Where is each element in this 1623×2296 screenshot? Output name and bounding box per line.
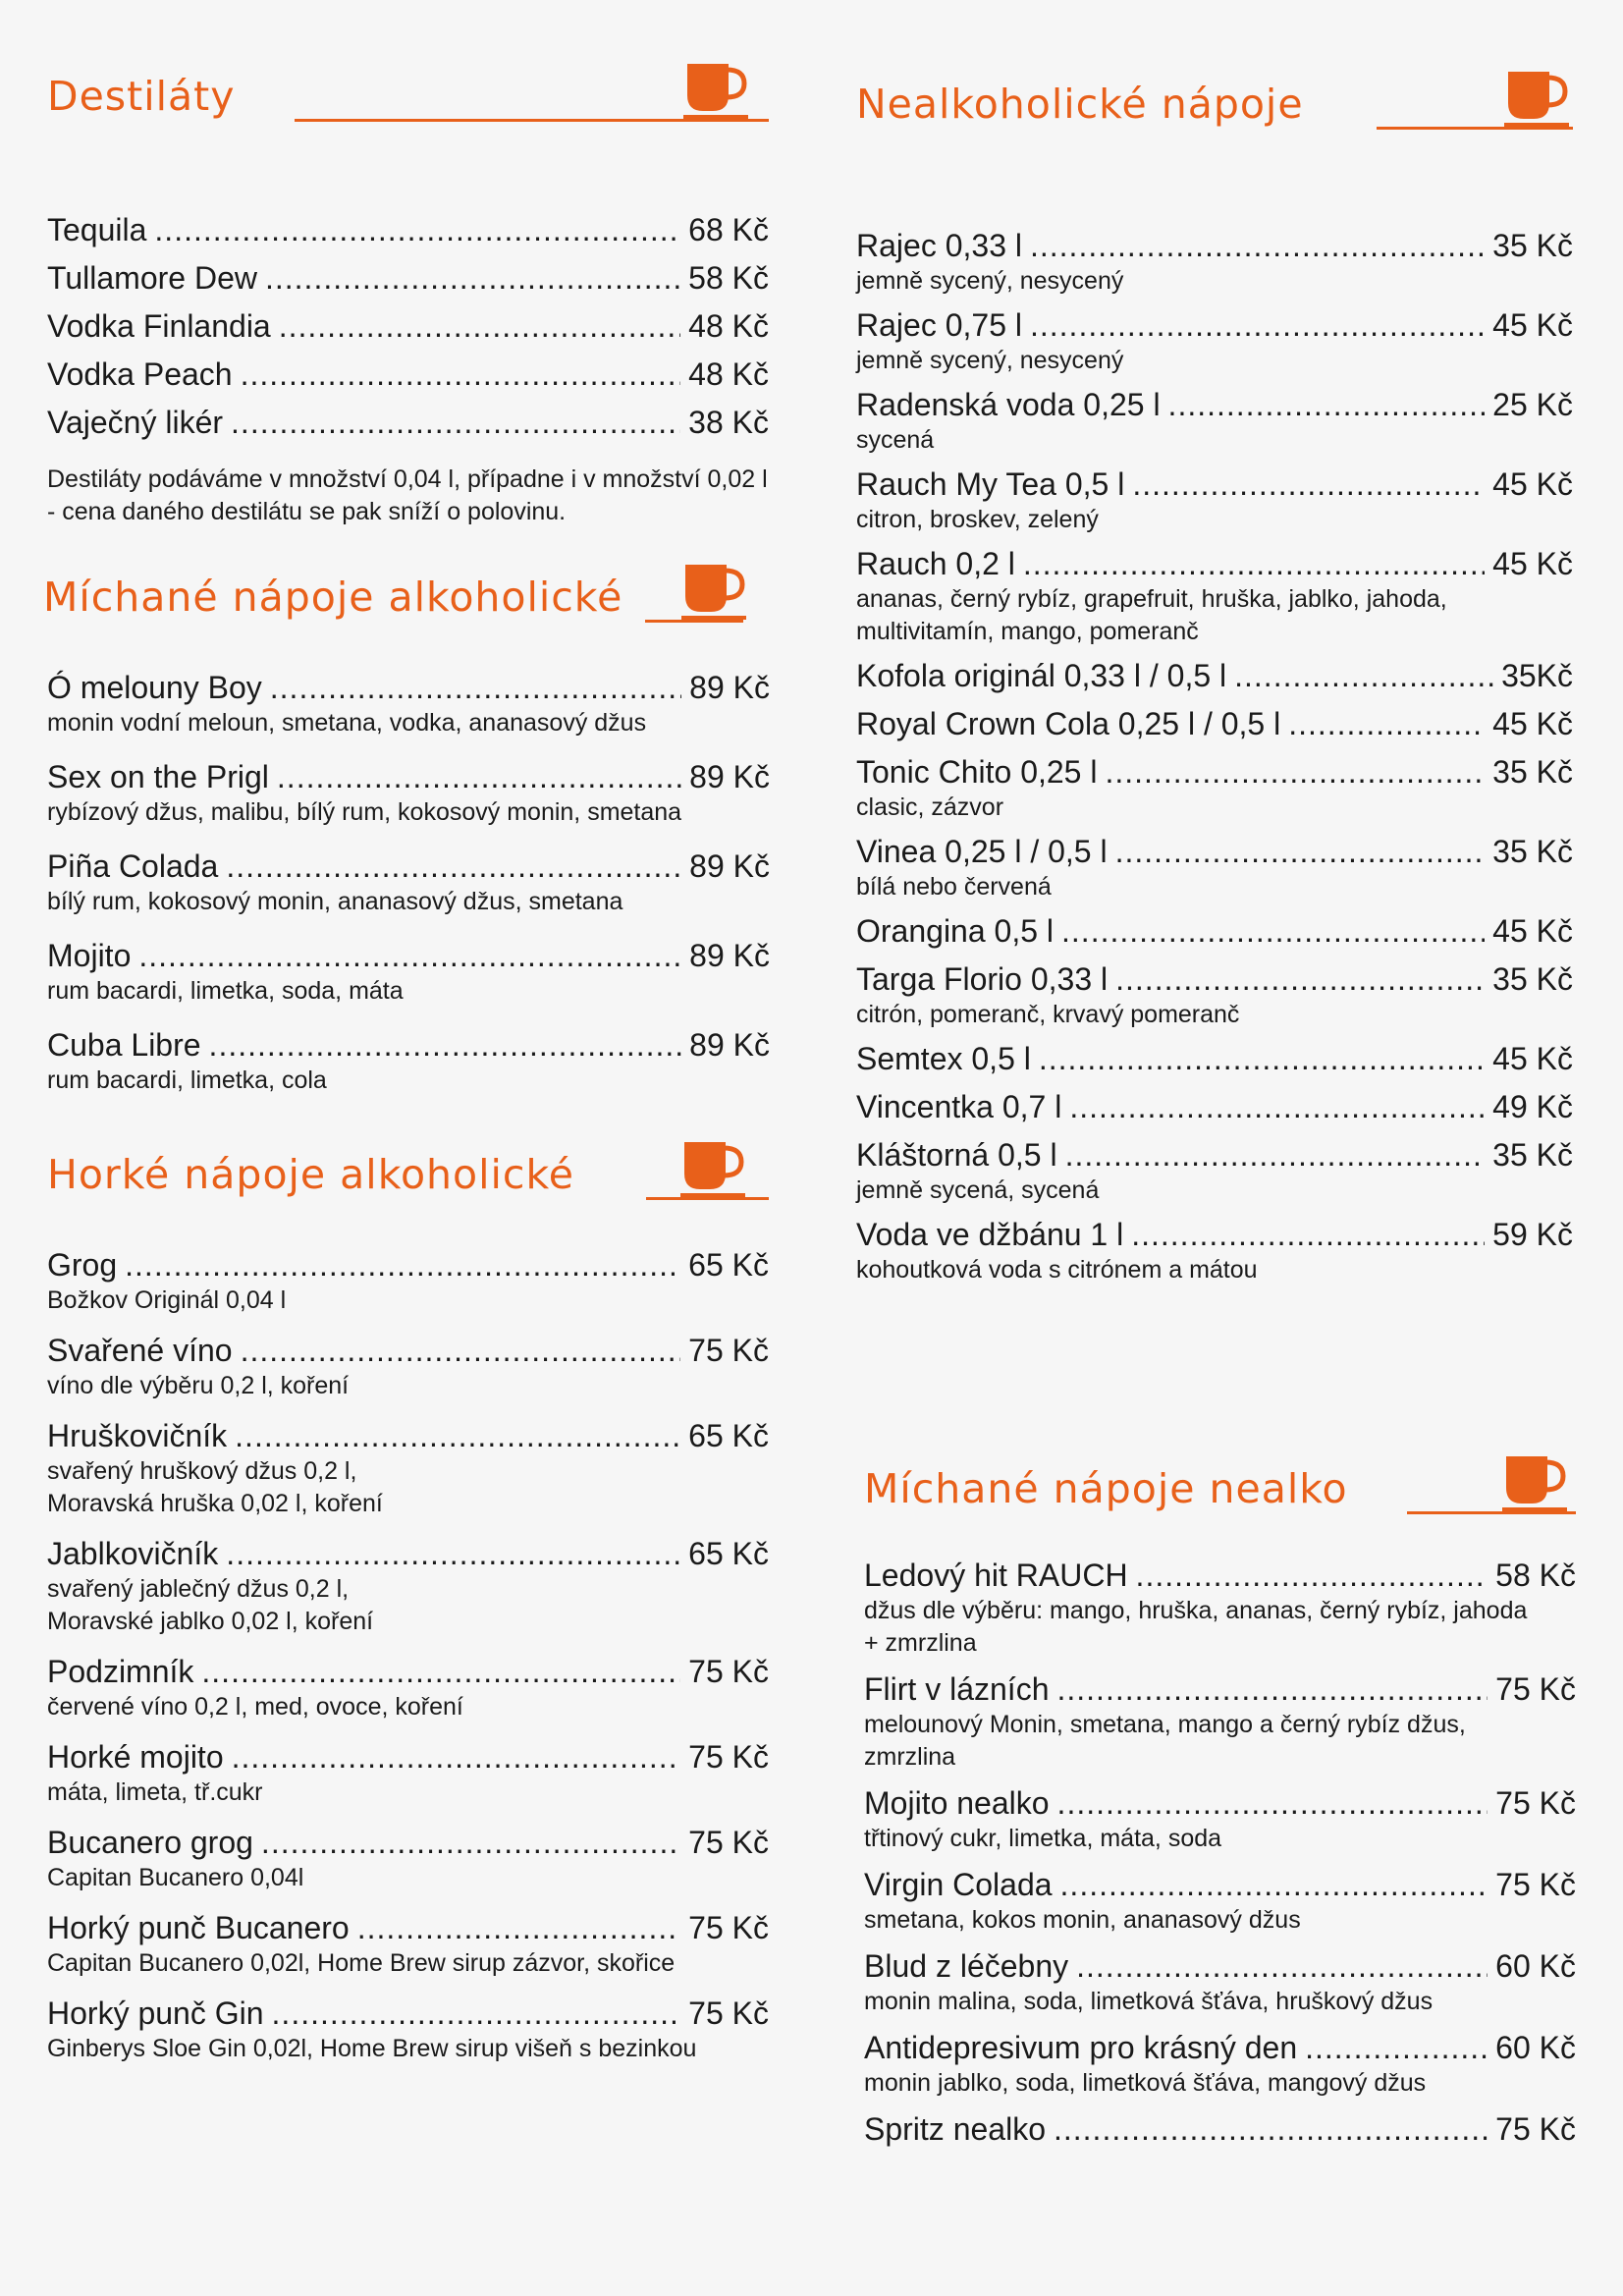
- menu-item-name: Vinea 0,25 l / 0,5 l: [856, 834, 1108, 869]
- menu-item: [856, 1135, 1573, 1207]
- menu-item-price: 35 Kč: [1492, 1137, 1573, 1173]
- menu-item-name: Vaječný likér: [47, 405, 224, 440]
- menu-item-price: 35 Kč: [1492, 834, 1573, 869]
- menu-item-description: víno dle výběru 0,2 l, koření: [47, 1372, 350, 1399]
- menu-item-description: monin malina, soda, limetková šťáva, hruškový džus: [864, 1988, 1434, 2015]
- menu-item-price: 75 Kč: [1495, 1671, 1576, 1707]
- menu-item-name: Spritz nealko: [864, 2111, 1046, 2147]
- menu-item-price: 45 Kč: [1492, 546, 1573, 581]
- menu-item-row: [47, 1025, 770, 1065]
- menu-item-name: Mojito: [47, 938, 132, 973]
- menu-item-price: 89 Kč: [689, 759, 770, 794]
- menu-item-description: clasic, zázvor: [856, 793, 1004, 821]
- dot-leader: [1039, 1039, 1485, 1078]
- menu-item-description: rybízový džus, malibu, bílý rum, kokosový monin, smetana: [47, 798, 682, 826]
- menu-item-description: třtinový cukr, limetka, máta, soda: [864, 1825, 1222, 1852]
- dot-leader: [1131, 1215, 1485, 1254]
- menu-item-name: Jablkovičník: [47, 1536, 219, 1571]
- dot-leader: [357, 1908, 680, 1947]
- dot-leader: [1115, 959, 1485, 999]
- menu-item-name: Rauch My Tea 0,5 l: [856, 466, 1125, 502]
- menu-item-description: citron, broskev, zelený: [856, 506, 1099, 533]
- coffee-cup-icon: [680, 1138, 745, 1199]
- menu-item-price: 48 Kč: [688, 308, 769, 344]
- menu-item: [864, 1669, 1576, 1774]
- dot-leader: [1054, 2109, 1488, 2149]
- menu-item: [856, 1039, 1573, 1078]
- menu-item: [864, 1783, 1576, 1855]
- menu-item: [864, 2109, 1576, 2149]
- menu-item-name: Tequila: [47, 212, 147, 247]
- menu-item-name: Orangina 0,5 l: [856, 913, 1055, 949]
- menu-item-row: [47, 1245, 769, 1285]
- menu-item: [47, 1245, 769, 1317]
- dot-leader: [1305, 2028, 1488, 2067]
- menu-item-description: rum bacardi, limetka, cola: [47, 1066, 327, 1094]
- menu-item-name: Sex on the Prigl: [47, 759, 269, 794]
- section-header: [856, 57, 1573, 136]
- menu-item-description: jemně sycený, nesycený: [856, 347, 1124, 374]
- menu-item-name: Horký punč Gin: [47, 1995, 264, 2031]
- menu-item-price: 45 Kč: [1492, 307, 1573, 343]
- dot-leader: [241, 1331, 681, 1370]
- menu-item: [856, 832, 1573, 903]
- menu-item-row: [856, 1135, 1573, 1175]
- menu-item: [47, 210, 769, 249]
- dot-leader: [261, 1823, 680, 1862]
- menu-item-price: 89 Kč: [689, 670, 770, 705]
- section-title: Míchané nápoje alkoholické: [43, 574, 623, 621]
- menu-item-name: Svařené víno: [47, 1333, 233, 1368]
- menu-item-price: 60 Kč: [1495, 1948, 1576, 1984]
- menu-item-description: Božkov Originál 0,04 l: [47, 1286, 287, 1314]
- dot-leader: [1168, 385, 1486, 424]
- dot-leader: [279, 306, 680, 346]
- section-title: Nealkoholické nápoje: [856, 81, 1304, 128]
- menu-item: [47, 1416, 769, 1520]
- menu-item-description: Capitan Bucanero 0,02l, Home Brew sirup zázvor, skořice: [47, 1949, 676, 1977]
- menu-item-price: 35 Kč: [1492, 961, 1573, 997]
- menu-item-name: Podzimník: [47, 1654, 194, 1689]
- menu-item-price: 45 Kč: [1492, 1041, 1573, 1076]
- menu-item: [47, 757, 770, 829]
- menu-item-price: 75 Kč: [1495, 1867, 1576, 1902]
- menu-item-description: džus dle výběru: mango, hruška, ananas, černý rybíz, jahoda + zmrzlina: [864, 1597, 1528, 1657]
- menu-item-name: Rauch 0,2 l: [856, 546, 1015, 581]
- menu-item-description: sycená: [856, 426, 935, 454]
- menu-item: [47, 1823, 769, 1894]
- menu-item-description: melounový Monin, smetana, mango a černý rybíz džus, zmrzlina: [864, 1711, 1466, 1771]
- menu-item-name: Bucanero grog: [47, 1825, 253, 1860]
- menu-item-row: [864, 2028, 1576, 2067]
- dot-leader: [232, 1737, 681, 1777]
- menu-item-row: [47, 1737, 769, 1777]
- dot-leader: [138, 936, 681, 975]
- dot-leader: [265, 258, 680, 298]
- dot-leader: [201, 1652, 680, 1691]
- menu-item-name: Blud z léčebny: [864, 1948, 1069, 1984]
- dot-leader: [1234, 656, 1493, 695]
- menu-item-price: 75 Kč: [688, 1654, 769, 1689]
- coffee-cup-icon: [1502, 1452, 1567, 1513]
- menu-item-row: [856, 544, 1573, 583]
- menu-item: [864, 1865, 1576, 1937]
- menu-item-row: [47, 1416, 769, 1455]
- section-note: Destiláty podáváme v množství 0,04 l, případne i v množství 0,02 l - cena daného destilátu se pak sníží o polovinu.: [47, 465, 768, 525]
- section-horke-alkoholicke: [47, 1127, 769, 2079]
- menu-item-name: Kofola originál 0,33 l / 0,5 l: [856, 658, 1227, 693]
- menu-item: [47, 403, 769, 442]
- dot-leader: [226, 847, 681, 886]
- menu-item-row: [47, 1908, 769, 1947]
- menu-item-row: [856, 832, 1573, 871]
- menu-item: [856, 305, 1573, 377]
- menu-item-row: [856, 385, 1573, 424]
- item-list: [864, 1556, 1576, 2149]
- menu-item-name: Vodka Peach: [47, 356, 233, 392]
- dot-leader: [154, 210, 680, 249]
- menu-item-name: Targa Florio 0,33 l: [856, 961, 1109, 997]
- dot-leader: [1076, 1946, 1488, 1986]
- menu-item-name: Hruškovičník: [47, 1418, 228, 1453]
- menu-item-row: [47, 936, 770, 975]
- menu-item-row: [47, 757, 770, 796]
- menu-item-price: 38 Kč: [688, 405, 769, 440]
- menu-item-price: 75 Kč: [688, 1333, 769, 1368]
- menu-item-row: [856, 1087, 1573, 1126]
- menu-item-row: [856, 656, 1573, 695]
- section-michane-alkoholicke: [43, 550, 770, 1115]
- menu-item-row: [47, 306, 769, 346]
- menu-item-row: [856, 704, 1573, 743]
- menu-item-row: [47, 1823, 769, 1862]
- menu-item-price: 89 Kč: [689, 848, 770, 884]
- menu-item-row: [856, 226, 1573, 265]
- menu-item-price: 75 Kč: [688, 1739, 769, 1775]
- menu-item: [856, 385, 1573, 457]
- menu-item-description: máta, limeta, tř.cukr: [47, 1778, 263, 1806]
- menu-item: [47, 1994, 769, 2065]
- menu-item-price: 58 Kč: [688, 260, 769, 296]
- item-list: [856, 226, 1573, 1286]
- menu-item-price: 75 Kč: [1495, 2111, 1576, 2147]
- menu-item-price: 68 Kč: [688, 212, 769, 247]
- menu-item-price: 75 Kč: [688, 1825, 769, 1860]
- menu-item-row: [47, 355, 769, 394]
- menu-item-row: [47, 1331, 769, 1370]
- menu-item-row: [856, 752, 1573, 792]
- menu-item: [47, 1331, 769, 1402]
- menu-item-row: [47, 258, 769, 298]
- menu-item: [856, 656, 1573, 695]
- menu-item-price: 65 Kč: [688, 1247, 769, 1283]
- item-list: [47, 1245, 769, 2065]
- coffee-cup-icon: [1504, 68, 1569, 129]
- dot-leader: [231, 403, 680, 442]
- menu-item-row: [47, 1652, 769, 1691]
- dot-leader: [1069, 1087, 1485, 1126]
- dot-leader: [241, 355, 681, 394]
- menu-item: [47, 1025, 770, 1097]
- menu-item-price: 35 Kč: [1492, 228, 1573, 263]
- menu-item-description: smetana, kokos monin, ananasový džus: [864, 1906, 1301, 1934]
- dot-leader: [1030, 305, 1485, 345]
- coffee-cup-icon: [683, 60, 748, 121]
- dot-leader: [1105, 752, 1485, 792]
- menu-item: [47, 355, 769, 394]
- menu-item-row: [856, 911, 1573, 951]
- menu-item-price: 45 Kč: [1492, 706, 1573, 741]
- menu-item-name: Vincentka 0,7 l: [856, 1089, 1062, 1124]
- menu-item-row: [47, 1994, 769, 2033]
- menu-item: [864, 1556, 1576, 1660]
- menu-item-row: [864, 1783, 1576, 1823]
- menu-item: [856, 465, 1573, 536]
- menu-item-price: 35 Kč: [1492, 754, 1573, 790]
- menu-item-description: Capitan Bucanero 0,04l: [47, 1864, 304, 1891]
- item-list: [43, 668, 770, 1097]
- dot-leader: [1115, 832, 1486, 871]
- menu-item-row: [856, 305, 1573, 345]
- menu-item-price: 89 Kč: [689, 1027, 770, 1063]
- section-header: [864, 1442, 1576, 1520]
- menu-item-description: jemně sycený, nesycený: [856, 267, 1124, 295]
- dot-leader: [270, 668, 681, 707]
- menu-item: [864, 2028, 1576, 2100]
- menu-item-name: Horký punč Bucanero: [47, 1910, 350, 1945]
- menu-item-row: [864, 1865, 1576, 1904]
- menu-item-price: 89 Kč: [689, 938, 770, 973]
- dot-leader: [1057, 1783, 1488, 1823]
- menu-item: [47, 1908, 769, 1980]
- menu-item: [47, 668, 770, 739]
- menu-item-row: [864, 1946, 1576, 1986]
- menu-item-row: [864, 1556, 1576, 1595]
- menu-item-name: Tullamore Dew: [47, 260, 257, 296]
- menu-item-price: 45 Kč: [1492, 466, 1573, 502]
- menu-item: [47, 258, 769, 298]
- menu-item: [856, 226, 1573, 298]
- dot-leader: [1132, 465, 1485, 504]
- menu-item: [47, 1534, 769, 1638]
- menu-item-row: [47, 847, 770, 886]
- menu-item-price: 75 Kč: [688, 1995, 769, 2031]
- menu-item: [47, 306, 769, 346]
- dot-leader: [1060, 1865, 1488, 1904]
- menu-item-price: 60 Kč: [1495, 2030, 1576, 2065]
- menu-item-price: 65 Kč: [688, 1536, 769, 1571]
- section-title: Míchané nápoje nealko: [864, 1465, 1348, 1512]
- menu-item-name: Ledový hit RAUCH: [864, 1558, 1128, 1593]
- menu-item: [856, 752, 1573, 824]
- menu-item-description: červené víno 0,2 l, med, ovoce, koření: [47, 1693, 463, 1721]
- dot-leader: [1056, 1669, 1488, 1709]
- menu-item-name: Rajec 0,75 l: [856, 307, 1022, 343]
- menu-item-name: Virgin Colada: [864, 1867, 1053, 1902]
- dot-leader: [125, 1245, 680, 1285]
- menu-item-row: [856, 1039, 1573, 1078]
- section-michane-nealko: [864, 1442, 1576, 2155]
- menu-item-price: 48 Kč: [688, 356, 769, 392]
- menu-item-name: Flirt v lázních: [864, 1671, 1050, 1707]
- menu-item-price: 45 Kč: [1492, 913, 1573, 949]
- menu-item-name: Horké mojito: [47, 1739, 224, 1775]
- dot-leader: [1288, 704, 1485, 743]
- menu-item-name: Antidepresivum pro krásný den: [864, 2030, 1298, 2065]
- menu-item: [856, 544, 1573, 648]
- menu-item-price: 25 Kč: [1492, 387, 1573, 422]
- menu-item-name: Ó melouny Boy: [47, 670, 262, 705]
- dot-leader: [1065, 1135, 1486, 1175]
- menu-item: [47, 847, 770, 918]
- menu-item-description: rum bacardi, limetka, soda, máta: [47, 977, 404, 1005]
- menu-item-name: Piña Colada: [47, 848, 219, 884]
- dot-leader: [235, 1416, 680, 1455]
- menu-item-name: Radenská voda 0,25 l: [856, 387, 1161, 422]
- menu-item-name: Cuba Libre: [47, 1027, 201, 1063]
- section-nealko: [856, 57, 1573, 1294]
- menu-item-row: [856, 465, 1573, 504]
- menu-item: [856, 911, 1573, 951]
- dot-leader: [277, 757, 681, 796]
- menu-item-row: [47, 210, 769, 249]
- menu-item: [856, 1215, 1573, 1286]
- menu-item-name: Tonic Chito 0,25 l: [856, 754, 1098, 790]
- menu-item-description: ananas, černý rybíz, grapefruit, hruška, jablko, jahoda, multivitamín, mango, pomeranč: [856, 585, 1447, 645]
- section-title: Destiláty: [47, 73, 236, 120]
- section-header: [47, 49, 769, 128]
- section-header: [47, 1127, 769, 1206]
- dot-leader: [272, 1994, 681, 2033]
- menu-item-description: bílý rum, kokosový monin, ananasový džus, smetana: [47, 888, 623, 915]
- menu-item-row: [47, 1534, 769, 1573]
- menu-item: [856, 1087, 1573, 1126]
- menu-item-price: 58 Kč: [1495, 1558, 1576, 1593]
- menu-item-price: 65 Kč: [688, 1418, 769, 1453]
- section-title: Horké nápoje alkoholické: [47, 1151, 574, 1198]
- menu-item: [856, 704, 1573, 743]
- menu-item-price: 49 Kč: [1492, 1089, 1573, 1124]
- menu-item-price: 75 Kč: [1495, 1785, 1576, 1821]
- menu-item-name: Grog: [47, 1247, 118, 1283]
- menu-item-name: Royal Crown Cola 0,25 l / 0,5 l: [856, 706, 1281, 741]
- menu-item-description: bílá nebo červená: [856, 873, 1052, 901]
- menu-item-description: citrón, pomeranč, krvavý pomeranč: [856, 1001, 1240, 1028]
- menu-item-row: [47, 668, 770, 707]
- menu-item-description: svařený jablečný džus 0,2 l, Moravské jablko 0,02 l, koření: [47, 1575, 374, 1635]
- menu-item-name: Vodka Finlandia: [47, 308, 271, 344]
- menu-item-row: [864, 1669, 1576, 1709]
- menu-item: [864, 1946, 1576, 2018]
- coffee-cup-icon: [681, 561, 746, 622]
- menu-item-description: jemně sycená, sycená: [856, 1176, 1100, 1204]
- dot-leader: [1061, 911, 1485, 951]
- menu-item: [47, 1652, 769, 1723]
- menu-item-name: Rajec 0,33 l: [856, 228, 1022, 263]
- menu-item-price: 59 Kč: [1492, 1217, 1573, 1252]
- menu-item-name: Voda ve džbánu 1 l: [856, 1217, 1124, 1252]
- menu-item-description: monin jablko, soda, limetková šťáva, mangový džus: [864, 2069, 1427, 2097]
- menu-item-description: monin vodní meloun, smetana, vodka, ananasový džus: [47, 709, 647, 737]
- menu-item-price: 35Kč: [1501, 658, 1573, 693]
- menu-item-name: Kláštorná 0,5 l: [856, 1137, 1057, 1173]
- dot-leader: [1023, 544, 1485, 583]
- section-header: [43, 550, 770, 629]
- menu-item: [47, 936, 770, 1008]
- section-destilaty: [47, 49, 769, 528]
- menu-item-description: svařený hruškový džus 0,2 l, Moravská hruška 0,02 l, koření: [47, 1457, 383, 1517]
- menu-item-price: 75 Kč: [688, 1910, 769, 1945]
- menu-item-row: [856, 1215, 1573, 1254]
- menu-item-row: [47, 403, 769, 442]
- menu-item-description: Ginberys Sloe Gin 0,02l, Home Brew sirup višeň s bezinkou: [47, 2035, 697, 2062]
- menu-item-name: Semtex 0,5 l: [856, 1041, 1031, 1076]
- menu-item-name: Mojito nealko: [864, 1785, 1050, 1821]
- menu-item-row: [856, 959, 1573, 999]
- menu-item: [47, 1737, 769, 1809]
- dot-leader: [1136, 1556, 1488, 1595]
- menu-item-row: [864, 2109, 1576, 2149]
- dot-leader: [209, 1025, 682, 1065]
- menu-item: [856, 959, 1573, 1031]
- dot-leader: [1030, 226, 1485, 265]
- menu-item-description: kohoutková voda s citrónem a mátou: [856, 1256, 1258, 1284]
- item-list: [47, 210, 769, 442]
- dot-leader: [226, 1534, 680, 1573]
